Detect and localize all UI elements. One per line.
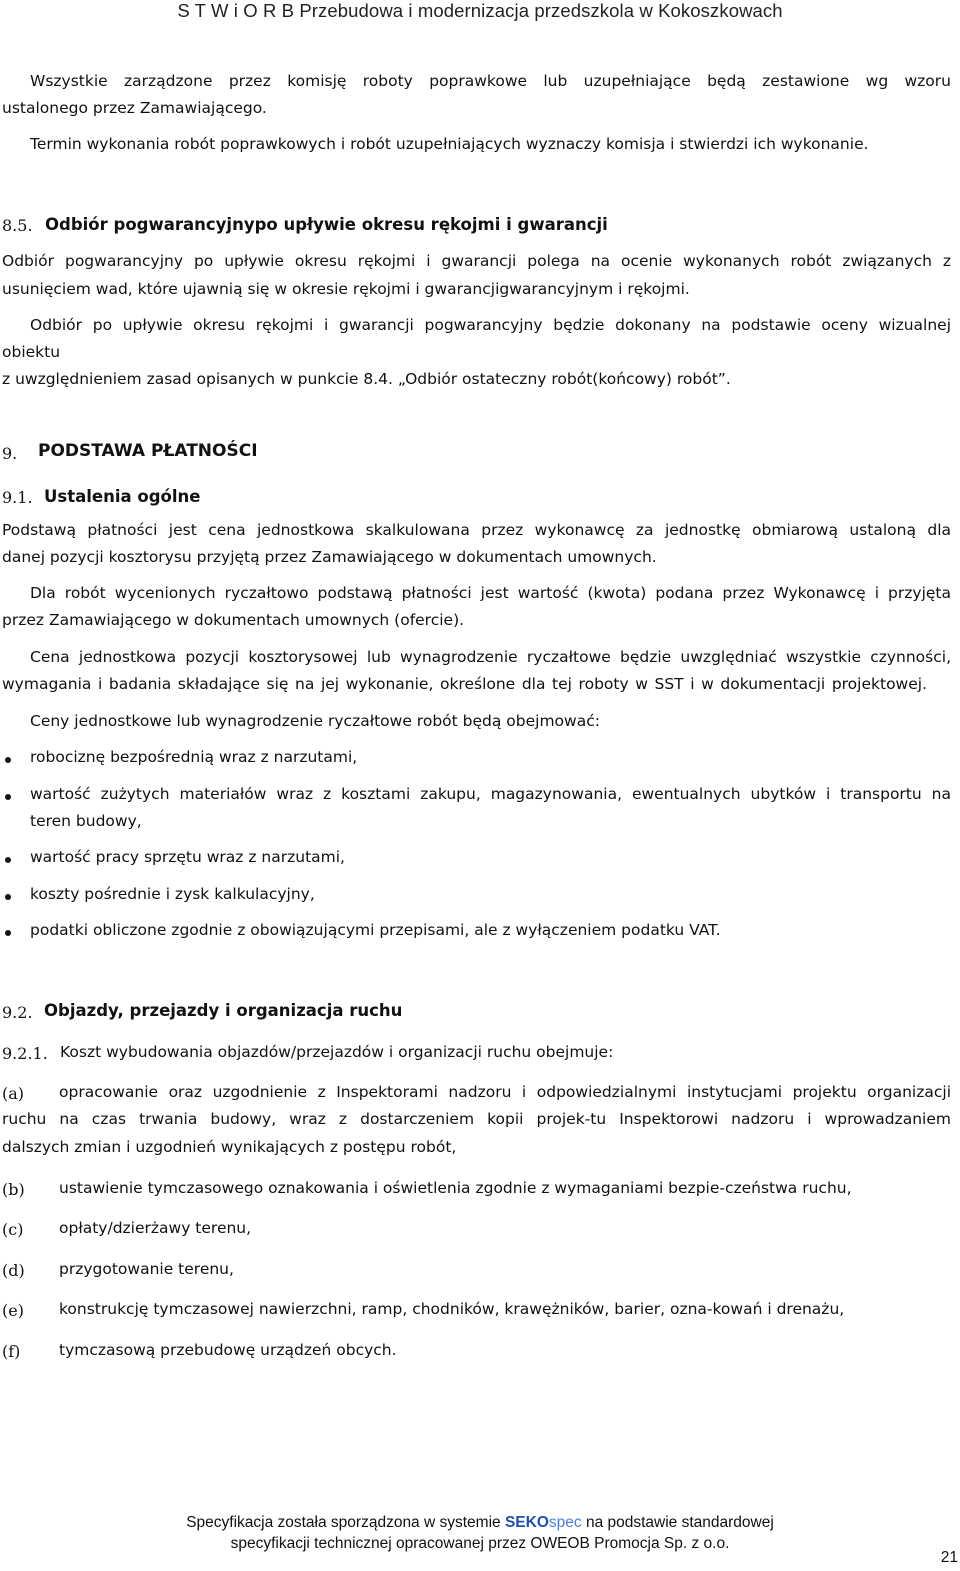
paragraph-line: z uwzględnieniem zasad opisanych w punkcie 8.4. „Odbiór ostateczny robót(końcowy) robót”. xyxy=(2,370,731,388)
section-number: 9.1. xyxy=(2,488,33,507)
item-text: dalszych zmian i uzgodnień wynikających z postępu robót, xyxy=(2,1138,457,1156)
paragraph: Ceny jednostkowe lub wynagrodzenie ryczałtowe robót będą obejmować: xyxy=(30,712,600,730)
list-item: podatki obliczone zgodnie z obowiązującymi przepisami, ale z wyłączeniem podatku VAT. xyxy=(30,921,721,939)
bullet-icon xyxy=(5,857,11,863)
item-text: tymczasową przebudowę urządzeń obcych. xyxy=(59,1341,397,1359)
bullet-icon xyxy=(5,757,11,763)
list-item: wartość pracy sprzętu wraz z narzutami, xyxy=(30,848,345,866)
list-item: robociznę bezpośrednią wraz z narzutami, xyxy=(30,748,358,766)
item-text: opracowanie oraz uzgodnienie z Inspektorami nadzoru i odpowiedzialnymi instytucjami projektu organizacji xyxy=(59,1083,951,1101)
bullet-icon xyxy=(5,794,11,800)
paragraph-line: ustalonego przez Zamawiającego. xyxy=(2,99,267,117)
section-number: 8.5. xyxy=(2,216,33,235)
item-text: ruchu na czas trwania budowy, wraz z dostarczeniem kopii projek-tu Inspektorowi nadzoru i wprowadzaniem xyxy=(2,1110,951,1128)
page-number: 21 xyxy=(940,1549,958,1566)
paragraph: Termin wykonania robót poprawkowych i robót uzupełniających wyznaczy komisja i stwierdzi ich wykonanie. xyxy=(30,135,869,153)
section-number: 9.2. xyxy=(2,1003,33,1022)
paragraph-line: danej pozycji kosztorysu przyjętą przez Zamawiającego w dokumentach umownych. xyxy=(2,548,657,566)
footer-text: na podstawie standardowej xyxy=(585,1514,774,1531)
seko-logo: SEKOspec xyxy=(504,1514,582,1531)
item-label: (f) xyxy=(2,1342,21,1361)
section-title: Ustalenia ogólne xyxy=(44,487,201,506)
item-label: (a) xyxy=(2,1084,25,1103)
bullet-icon xyxy=(5,930,11,936)
paragraph-line: Cena jednostkowa pozycji kosztorysowej lub wynagrodzenie ryczałtowe będzie uwzględniać wszystkie czynności, xyxy=(30,648,951,666)
footer-line-1 xyxy=(0,1513,960,1533)
paragraph-line: Odbiór po upływie okresu rękojmi i gwarancji pogwarancyjny będzie dokonany na podstawie oceny wizualnej xyxy=(30,316,951,334)
bullet-icon xyxy=(5,894,11,900)
paragraph-line: obiektu xyxy=(2,343,61,361)
list-item: koszty pośrednie i zysk kalkulacyjny, xyxy=(30,885,315,903)
paragraph-line: Odbiór pogwarancyjny po upływie okresu rękojmi i gwarancji polega na ocenie wykonanych robót związanych z xyxy=(2,252,951,270)
item-label: (b) xyxy=(2,1180,25,1199)
list-item: wartość zużytych materiałów wraz z kosztami zakupu, magazynowania, ewentualnych ubytków i transportu na xyxy=(30,785,951,803)
section-title: PODSTAWA PŁATNOŚCI xyxy=(38,441,258,461)
item-text: ustawienie tymczasowego oznakowania i oświetlenia zgodnie z wymaganiami bezpie-czeństwa ruchu, xyxy=(59,1179,852,1197)
paragraph-line: usunięciem wad, które ujawnią się w okresie rękojmi i gwarancjigwarancyjnym i rękojmi. xyxy=(2,280,690,298)
paragraph-line: Podstawą płatności jest cena jednostkowa skalkulowana przez wykonawcę za jednostkę obmiarową ustaloną dla xyxy=(2,521,951,539)
paragraph-line: wymagania i badania składające się na jej wykonanie, określone dla tej roboty w SST i w dokumentacji projektowej. xyxy=(2,675,927,693)
item-label: (c) xyxy=(2,1220,24,1239)
footer-line-2: specyfikacji technicznej opracowanej przez OWEOB Promocja Sp. z o.o. xyxy=(230,1535,730,1552)
footer-text: Specyfikacja została sporządzona w systemie xyxy=(186,1514,501,1531)
section-title: Objazdy, przejazdy i organizacja ruchu xyxy=(44,1001,403,1020)
item-label: (e) xyxy=(2,1301,24,1320)
page-header: S T W i O R B Przebudowa i modernizacja przedszkola w Kokoszkowach xyxy=(177,0,783,21)
paragraph-line: Dla robót wycenionych ryczałtowo podstawą płatności jest wartość (kwota) podana przez Wykonawcę i przyjęta xyxy=(30,584,951,602)
paragraph-line: Wszystkie zarządzone przez komisję roboty poprawkowe lub uzupełniające będą zestawione wg wzoru xyxy=(30,72,951,90)
section-title: Odbiór pogwarancyjnypo upływie okresu rękojmi i gwarancji xyxy=(45,215,608,234)
section-number: 9.2.1. xyxy=(2,1044,48,1063)
paragraph-line: przez Zamawiającego w dokumentach umownych (ofercie). xyxy=(2,611,465,629)
item-text: konstrukcję tymczasowej nawierzchni, ramp, chodników, krawężników, barier, ozna-kowań i drenażu, xyxy=(59,1300,845,1318)
paragraph: Koszt wybudowania objazdów/przejazdów i organizacji ruchu obejmuje: xyxy=(60,1043,614,1061)
item-label: (d) xyxy=(2,1261,25,1280)
list-item-continued: teren budowy, xyxy=(30,812,142,830)
section-number: 9. xyxy=(2,444,18,463)
item-text: przygotowanie terenu, xyxy=(59,1260,234,1278)
item-text: opłaty/dzierżawy terenu, xyxy=(59,1219,252,1237)
